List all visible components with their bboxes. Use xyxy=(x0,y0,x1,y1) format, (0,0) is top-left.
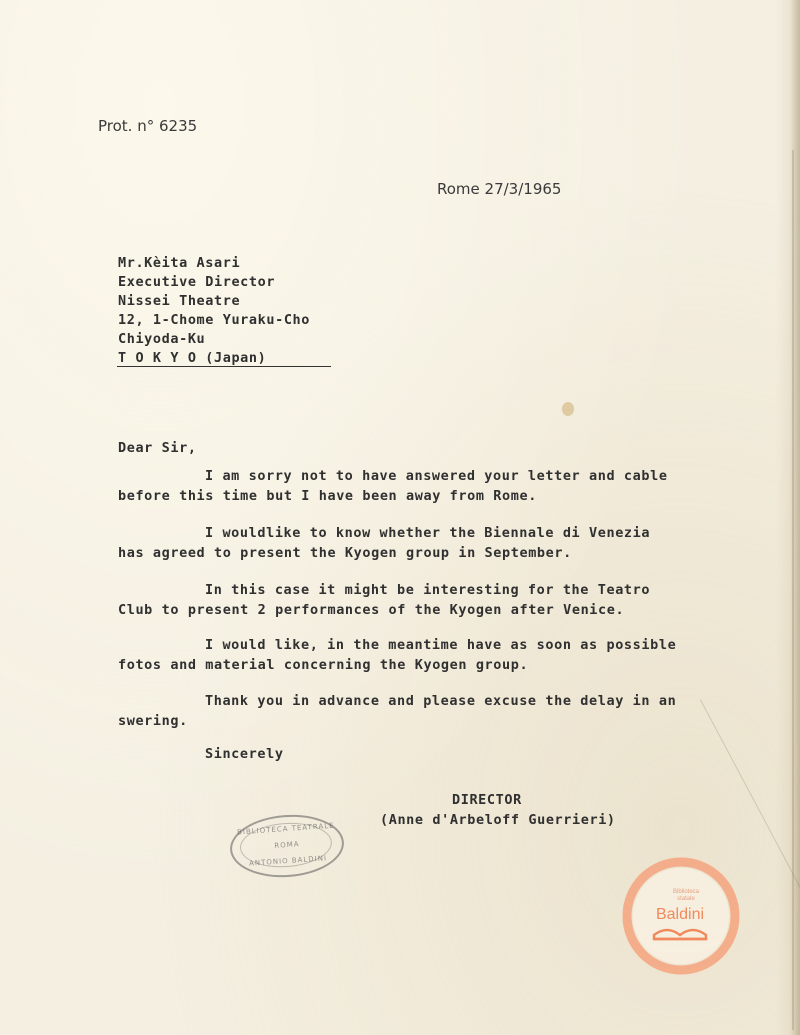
body-paragraph xyxy=(118,580,728,620)
letter-date: Rome 27/3/1965 xyxy=(437,180,562,198)
closing: Sincerely xyxy=(205,746,284,762)
paper-stain xyxy=(562,402,574,416)
paragraph-line: I am sorry not to have answered your letter and cable xyxy=(205,468,668,484)
address-line: Nissei Theatre xyxy=(118,293,241,309)
protocol-number: Prot. n° 6235 xyxy=(98,117,198,135)
body-paragraph xyxy=(118,466,728,506)
recipient-address xyxy=(118,254,310,368)
address-line: Chiyoda-Ku xyxy=(118,331,206,347)
address-line: 12, 1-Chome Yuraku-Cho xyxy=(118,312,311,328)
paragraph-line: I would like, in the meantime have as soon as possible xyxy=(205,637,677,653)
address-line: T O K Y O (Japan) xyxy=(118,350,267,366)
paragraph-line: Club to present 2 performances of the Kyogen after Venice. xyxy=(118,602,625,618)
address-line: Executive Director xyxy=(118,274,276,290)
paragraph-line: In this case it might be interesting for the Teatro xyxy=(205,582,651,598)
library-stamp xyxy=(228,811,346,881)
stamp-text: ANTONIO BALDINI xyxy=(248,854,328,868)
salutation: Dear Sir, xyxy=(118,440,197,456)
paragraph-line: I wouldlike to know whether the Biennale di Venezia xyxy=(205,525,651,541)
paragraph-line: Thank you in advance and please excuse the delay in an xyxy=(205,693,677,709)
body-paragraph xyxy=(118,691,728,731)
baldini-logo-icon xyxy=(620,855,742,977)
signature-title: DIRECTOR xyxy=(452,792,522,808)
paper-crease xyxy=(792,150,794,1030)
paragraph-line: before this time but I have been away from Rome. xyxy=(118,488,537,504)
baldini-logo xyxy=(620,855,742,977)
address-underline xyxy=(117,366,331,367)
body-paragraph xyxy=(118,635,728,675)
address-line: Mr.Kèita Asari xyxy=(118,255,241,271)
stamp-text: ROMA xyxy=(274,840,300,850)
paragraph-line: swering. xyxy=(118,713,188,729)
svg-text:Baldini: Baldini xyxy=(655,906,705,923)
paragraph-line: fotos and material concerning the Kyogen group. xyxy=(118,657,529,673)
paragraph-line: has agreed to present the Kyogen group in September. xyxy=(118,545,572,561)
body-paragraph xyxy=(118,523,728,563)
svg-text:Biblioteca: Biblioteca xyxy=(672,889,700,895)
stamp-text: BIBLIOTECA TEATRALE xyxy=(236,821,335,837)
signature-name: (Anne d'Arbeloff Guerrieri) xyxy=(380,812,616,828)
svg-text:statale: statale xyxy=(677,896,695,902)
